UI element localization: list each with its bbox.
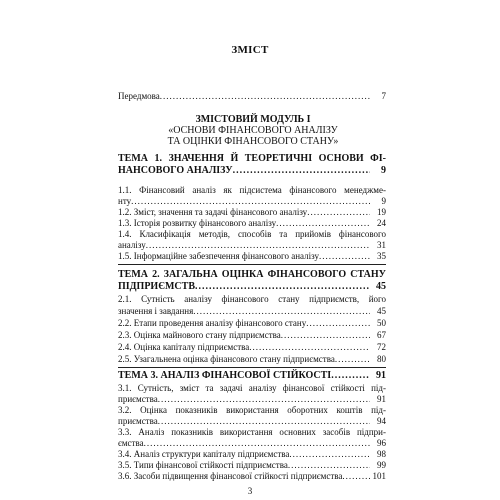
toc-page-number: 94: [377, 416, 386, 426]
toc-entry-text: значення і завдання: [118, 306, 194, 316]
toc-page-number: 50: [377, 318, 386, 328]
topic-heading-text: ТЕМА 1. ЗНАЧЕННЯ Й ТЕОРЕТИЧНІ ОСНОВИ ФІ-: [118, 153, 386, 164]
toc-entry-2-1-line2: [118, 305, 386, 317]
toc-page-number: 45: [376, 281, 386, 292]
toc-entry-preface: [118, 90, 386, 102]
toc-page-number: 45: [377, 306, 386, 316]
leader-dots: [319, 250, 370, 262]
toc-entry-text: 2.4. Оцінка капіталу підприємства: [118, 342, 250, 352]
toc-entry-text: 1.4. Класифікація методів, способів та прийомів фінансового: [118, 229, 386, 239]
toc-entry-text: 1.1. Фінансовий аналіз як підсистема фінансового менеджме-: [118, 185, 386, 195]
toc-page-number: 91: [376, 370, 386, 381]
leader-dots: [249, 341, 370, 353]
section-divider: [118, 367, 386, 368]
leader-dots: [331, 370, 370, 382]
leader-dots: [342, 470, 370, 482]
topic-heading-text: НАНСОВОГО АНАЛІЗУ: [118, 165, 233, 176]
module-subtitle-line1: «ОСНОВИ ФІНАНСОВОГО АНАЛІЗУ: [168, 125, 338, 136]
toc-entry-text: приємства: [118, 394, 158, 404]
topic-heading-text: ПІДПРИЄМСТВ: [118, 281, 195, 292]
module-heading: [118, 114, 388, 147]
leader-dots: [233, 165, 370, 177]
toc-entry-2-4: [118, 341, 386, 353]
toc-entry-3-6: [118, 470, 386, 482]
toc-entry-text: 1.5. Інформаційне забезпечення фінансового аналізу: [118, 251, 319, 261]
toc-entry-text: ємства: [118, 438, 144, 448]
toc-page-number: 72: [377, 342, 386, 352]
toc-page-number: 9: [381, 165, 386, 176]
toc-entry-2-1-line1: [118, 293, 386, 305]
toc-page-number: 101: [372, 471, 386, 481]
toc-page-number: 7: [381, 91, 386, 101]
module-title: ЗМІСТОВИЙ МОДУЛЬ І: [195, 114, 311, 125]
toc-entry-text: 2.1. Сутність аналізу фінансового стану підприємств, його: [118, 294, 386, 304]
leader-dots: [160, 90, 370, 102]
toc-entry-text: 3.6. Засоби підвищення фінансової стійкості підприємства: [118, 471, 343, 481]
toc-entry-text: 3.4. Аналіз структури капіталу підприємства: [118, 449, 290, 459]
toc-entry-text: аналізу: [118, 240, 146, 250]
toc-page-number: 24: [377, 218, 386, 228]
toc-entry-text: 3.1. Сутність, зміст та задачі аналізу фінансової стійкості під-: [118, 383, 386, 393]
topic2-heading-line1: [118, 269, 386, 281]
toc-entry-1-5: [118, 250, 386, 262]
topic1-heading-line1: [118, 153, 386, 165]
toc-page-number: 98: [377, 449, 386, 459]
toc-entry-text: приємства: [118, 416, 158, 426]
toc-entry-text: 1.2. Зміст, значення та задачі фінансового аналізу: [118, 207, 308, 217]
leader-dots: [193, 305, 370, 317]
toc-page-number: 91: [377, 394, 386, 404]
toc-entry-text: 3.2. Оцінка показників використання оборотних коштів під-: [118, 405, 386, 415]
toc-page-number: 31: [377, 240, 386, 250]
leader-dots: [306, 317, 370, 329]
leader-dots: [195, 281, 370, 293]
toc-page-number: 19: [377, 207, 386, 217]
leader-dots: [281, 329, 370, 341]
topic-heading-text: ТЕМА 2. ЗАГАЛЬНА ОЦІНКА ФІНАНСОВОГО СТАНУ: [118, 269, 386, 280]
toc-entry-text: 3.3. Аналіз показників використання основних засобів підпри-: [118, 427, 386, 437]
toc-page-number: 9: [381, 196, 386, 206]
toc-page-number: 80: [377, 354, 386, 364]
toc-page-number: 99: [377, 460, 386, 470]
topic3-heading: [118, 370, 386, 382]
module-subtitle-line2: ТА ОЦІНКИ ФІНАНСОВОГО СТАНУ»: [167, 136, 339, 147]
toc-entry-2-5: [118, 353, 386, 365]
page-title: ЗМІСТ: [231, 44, 269, 56]
toc-entry-2-2: [118, 317, 386, 329]
toc-entry-text: Передмова: [118, 91, 160, 101]
toc-page-number: 35: [377, 251, 386, 261]
toc-page-number: 67: [377, 330, 386, 340]
leader-dots: [335, 353, 370, 365]
toc-entry-text: 2.5. Узагальнена оцінка фінансового стану підприємства: [118, 354, 335, 364]
topic-heading-text: ТЕМА 3. АНАЛІЗ ФІНАНСОВОЇ СТІЙКОСТІ: [118, 370, 332, 381]
toc-entry-text: 2.2. Етапи проведення аналізу фінансового стану: [118, 318, 307, 328]
section-divider: [118, 264, 386, 265]
toc-entry-text: нту: [118, 196, 132, 206]
toc-entry-text: 3.5. Типи фінансової стійкості підприємства: [118, 460, 288, 470]
toc-entry-2-3: [118, 329, 386, 341]
toc-entry-text: 2.3. Оцінка майнового стану підприємства: [118, 330, 281, 340]
topic2-heading-line2: [118, 281, 386, 293]
toc-entry-text: 1.3. Історія розвитку фінансового аналізу: [118, 218, 277, 228]
toc-page-number: 96: [377, 438, 386, 448]
page-number: 3: [247, 486, 253, 496]
topic1-heading-line2: [118, 165, 386, 177]
